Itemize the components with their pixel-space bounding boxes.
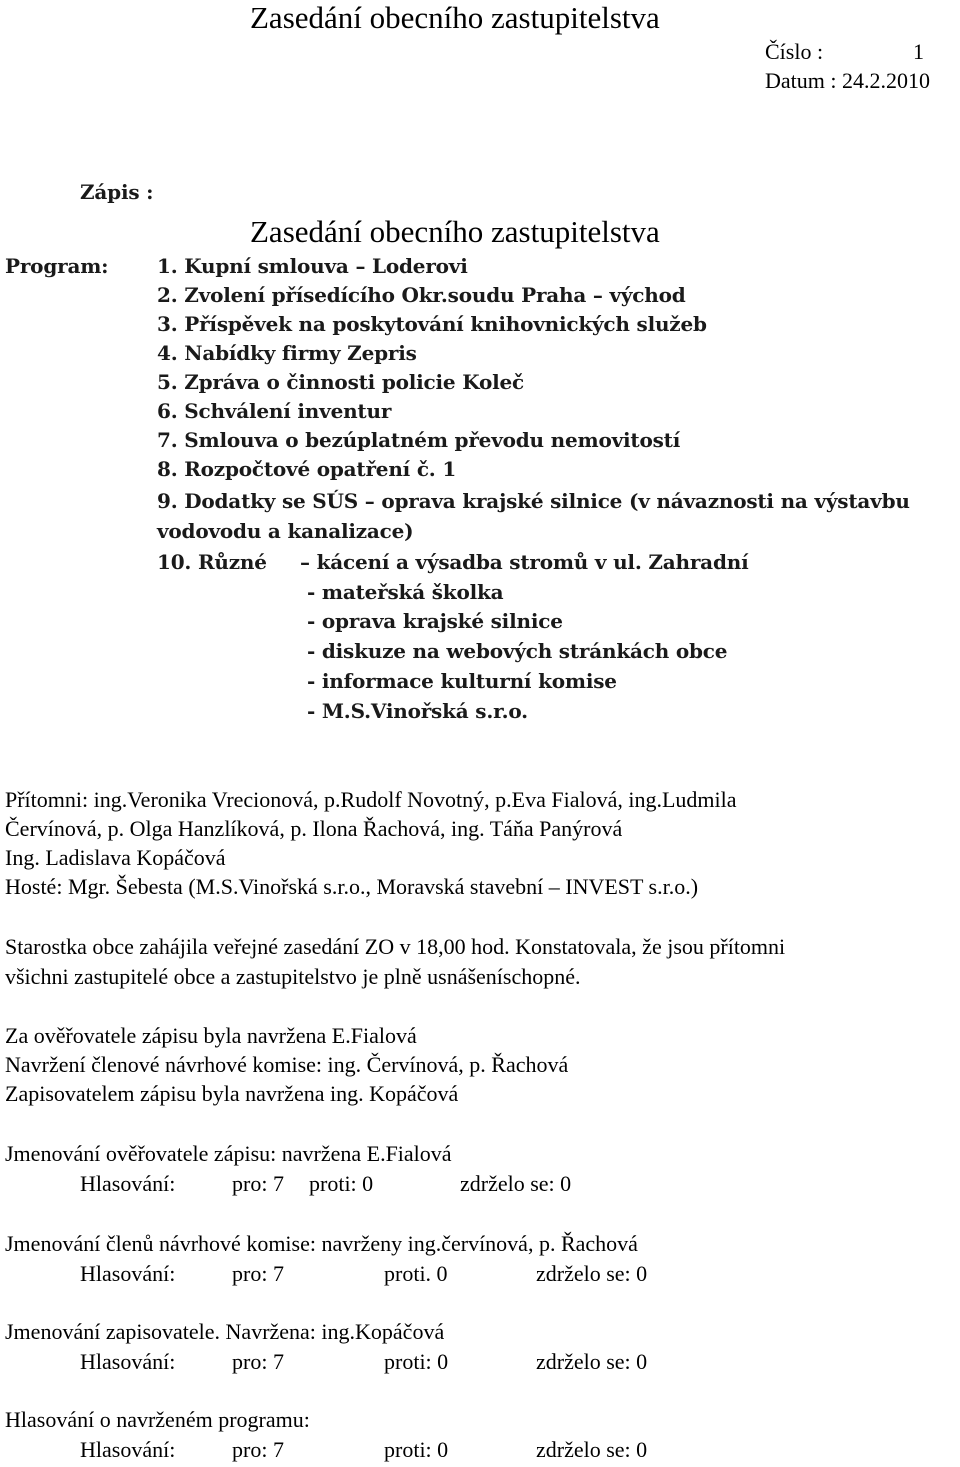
vote-proti: proti: 0 xyxy=(384,1437,449,1462)
program-item: 3. Příspěvek na poskytování knihovnických služeb xyxy=(157,312,707,336)
proposal-line: Navržení členové návrhové komise: ing. Červínová, p. Řachová xyxy=(5,1052,569,1077)
vote-pro: pro: 7 xyxy=(232,1171,284,1196)
vote-zdrzelo: zdrželo se: 0 xyxy=(460,1171,572,1196)
document-title: Zasedání obecního zastupitelstva xyxy=(250,0,660,35)
program-item-10-label: 10. Různé xyxy=(157,550,267,574)
program-item: 4. Nabídky firmy Zepris xyxy=(157,341,417,365)
attendance-line: Červínová, p. Olga Hanzlíková, p. Ilona Řachová, ing. Táňa Panýrová xyxy=(5,816,623,841)
program-item: 9. Dodatky se SÚS – oprava krajské silnice (v návaznosti na výstavbu xyxy=(157,489,910,513)
program-subitem: – kácení a výsadba stromů v ul. Zahradní xyxy=(300,550,749,574)
vote-topic: Hlasování o navrženém programu: xyxy=(5,1407,310,1432)
proposal-line: Zapisovatelem zápisu byla navržena ing. Kopáčová xyxy=(5,1081,459,1106)
program-subitem: - informace kulturní komise xyxy=(307,669,617,693)
proposal-line: Za ověřovatele zápisu byla navržena E.Fialová xyxy=(5,1023,417,1048)
opening-line: všichni zastupitelé obce a zastupitelstvo je plně usnášeníschopné. xyxy=(5,964,581,989)
program-subitem: - oprava krajské silnice xyxy=(307,609,563,633)
program-item: 8. Rozpočtové opatření č. 1 xyxy=(157,457,457,481)
program-item-continuation: vodovodu a kanalizace) xyxy=(157,519,414,543)
attendance-line: Ing. Ladislava Kopáčová xyxy=(5,845,226,870)
opening-line: Starostka obce zahájila veřejné zasedání ZO v 18,00 hod. Konstatovala, že jsou přítomni xyxy=(5,934,786,959)
program-heading: Zasedání obecního zastupitelstva xyxy=(250,214,660,249)
vote-pro: pro: 7 xyxy=(232,1349,284,1374)
vote-pro: pro: 7 xyxy=(232,1261,284,1286)
vote-label: Hlasování: xyxy=(80,1349,176,1374)
program-label: Program: xyxy=(5,254,109,278)
zapis-label: Zápis : xyxy=(80,180,154,204)
cislo-label: Číslo : xyxy=(765,39,824,64)
program-item: 2. Zvolení přísedícího Okr.soudu Praha – východ xyxy=(157,283,686,307)
program-subitem: - diskuze na webových stránkách obce xyxy=(307,639,728,663)
vote-proti: proti. 0 xyxy=(384,1261,448,1286)
vote-pro: pro: 7 xyxy=(232,1437,284,1462)
program-item: 6. Schválení inventur xyxy=(157,399,392,423)
vote-zdrzelo: zdrželo se: 0 xyxy=(536,1261,648,1286)
guests-line: Hosté: Mgr. Šebesta (M.S.Vinořská s.r.o., Moravská stavební – INVEST s.r.o.) xyxy=(5,874,699,899)
vote-label: Hlasování: xyxy=(80,1171,176,1196)
cislo-value: 1 xyxy=(913,39,924,64)
program-item: 5. Zpráva o činnosti policie Koleč xyxy=(157,370,524,394)
program-subitem: - mateřská školka xyxy=(307,580,504,604)
datum: Datum : 24.2.2010 xyxy=(765,68,930,93)
vote-proti: proti: 0 xyxy=(309,1171,374,1196)
vote-label: Hlasování: xyxy=(80,1261,176,1286)
vote-zdrzelo: zdrželo se: 0 xyxy=(536,1437,648,1462)
vote-topic: Jmenování členů návrhové komise: navrženy ing.červínová, p. Řachová xyxy=(5,1231,638,1256)
vote-topic: Jmenování ověřovatele zápisu: navržena E.Fialová xyxy=(5,1141,452,1166)
program-subitem: - M.S.Vinořská s.r.o. xyxy=(307,699,528,723)
vote-topic: Jmenování zapisovatele. Navržena: ing.Kopáčová xyxy=(5,1319,445,1344)
program-item: 7. Smlouva o bezúplatném převodu nemovitostí xyxy=(157,428,681,452)
vote-zdrzelo: zdrželo se: 0 xyxy=(536,1349,648,1374)
attendance-line: Přítomni: ing.Veronika Vrecionová, p.Rudolf Novotný, p.Eva Fialová, ing.Ludmila xyxy=(5,787,737,812)
vote-label: Hlasování: xyxy=(80,1437,176,1462)
vote-proti: proti: 0 xyxy=(384,1349,449,1374)
program-item: 1. Kupní smlouva – Loderovi xyxy=(157,254,468,278)
